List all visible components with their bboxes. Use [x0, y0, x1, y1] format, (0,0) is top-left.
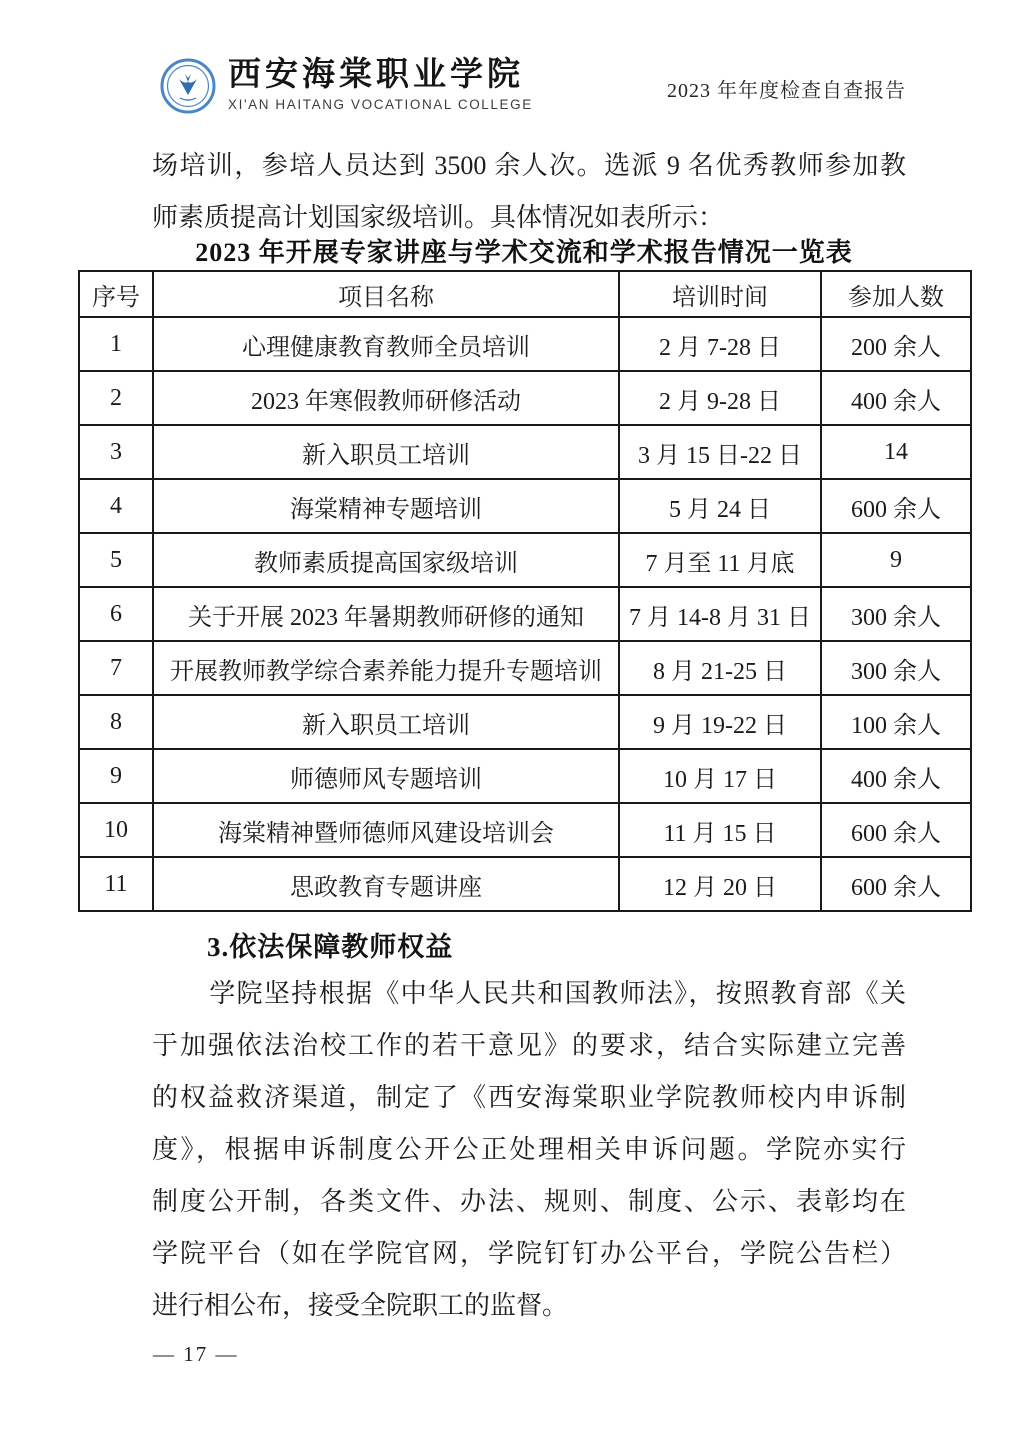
table-cell: 12 月 20 日	[619, 857, 821, 911]
table-cell: 11	[79, 857, 153, 911]
paragraph-line: 学院平台（如在学院官网，学院钉钉办公平台，学院公告栏）	[152, 1239, 906, 1268]
table-cell: 400 余人	[821, 371, 971, 425]
table-cell: 400 余人	[821, 749, 971, 803]
table-row	[79, 641, 971, 695]
table-cell: 8 月 21-25 日	[619, 641, 821, 695]
college-name-en: XI'AN HAITANG VOCATIONAL COLLEGE	[228, 97, 533, 112]
table-cell: 600 余人	[821, 857, 971, 911]
table-cell: 200 余人	[821, 317, 971, 371]
rights-paragraph	[152, 968, 906, 1332]
paragraph-line: 学院坚持根据《中华人民共和国教师法》，按照教育部《关	[209, 979, 906, 1008]
table-row	[79, 479, 971, 533]
paragraph-line: 制度公开制，各类文件、办法、规则、制度、公示、表彰均在	[152, 1187, 906, 1216]
table-cell: 1	[79, 317, 153, 371]
table-header-row	[79, 271, 971, 317]
table-title: 2023 年开展专家讲座与学术交流和学术报告情况一览表	[195, 238, 853, 267]
table-row	[79, 371, 971, 425]
table-cell: 14	[821, 425, 971, 479]
column-header: 项目名称	[153, 271, 619, 317]
table-row	[79, 587, 971, 641]
table-cell: 7 月至 11 月底	[619, 533, 821, 587]
table-row	[79, 533, 971, 587]
table-row	[79, 695, 971, 749]
paragraph-line: 场培训，参培人员达到 3500 余人次。选派 9 名优秀教师参加教	[152, 151, 906, 180]
table-cell: 海棠精神暨师德师风建设培训会	[153, 803, 619, 857]
table-row	[79, 857, 971, 911]
report-title: 2023 年年度检查自查报告	[667, 80, 906, 102]
table-cell: 海棠精神专题培训	[153, 479, 619, 533]
paragraph-line: 度》，根据申诉制度公开公正处理相关申诉问题。学院亦实行	[152, 1135, 906, 1164]
table-cell: 100 余人	[821, 695, 971, 749]
table-header	[79, 271, 971, 317]
table-cell: 关于开展 2023 年暑期教师研修的通知	[153, 587, 619, 641]
table-cell: 300 余人	[821, 587, 971, 641]
table-cell: 新入职员工培训	[153, 425, 619, 479]
table-cell: 4	[79, 479, 153, 533]
table-cell: 8	[79, 695, 153, 749]
table-cell: 300 余人	[821, 641, 971, 695]
paragraph-line: 进行相公布，接受全院职工的监督。	[152, 1291, 569, 1320]
table-cell: 9	[821, 533, 971, 587]
section-heading: 3.依法保障教师权益	[207, 932, 454, 962]
paragraph-line: 于加强依法治校工作的若干意见》的要求，结合实际建立完善	[152, 1031, 906, 1060]
college-name-zh: 西安海棠职业学院	[228, 57, 524, 93]
table-cell: 10 月 17 日	[619, 749, 821, 803]
page-number: — 17 —	[153, 1342, 239, 1366]
paragraph-line: 的权益救济渠道，制定了《西安海棠职业学院教师校内申诉制	[152, 1083, 906, 1112]
training-table	[78, 270, 972, 912]
paragraph-line: 师素质提高计划国家级培训。具体情况如表所示：	[152, 203, 725, 232]
table-cell: 2	[79, 371, 153, 425]
table-row	[79, 749, 971, 803]
table-cell: 9	[79, 749, 153, 803]
table-cell: 思政教育专题讲座	[153, 857, 619, 911]
table-body	[79, 317, 971, 911]
table-cell: 7	[79, 641, 153, 695]
table-cell: 师德师风专题培训	[153, 749, 619, 803]
table-row	[79, 317, 971, 371]
column-header: 序号	[79, 271, 153, 317]
table-cell: 2 月 9-28 日	[619, 371, 821, 425]
table-cell: 5 月 24 日	[619, 479, 821, 533]
table-cell: 开展教师教学综合素养能力提升专题培训	[153, 641, 619, 695]
table-cell: 心理健康教育教师全员培训	[153, 317, 619, 371]
college-name-block	[228, 56, 533, 112]
table-row	[79, 425, 971, 479]
table-cell: 600 余人	[821, 479, 971, 533]
table-cell: 2023 年寒假教师研修活动	[153, 371, 619, 425]
table-row	[79, 803, 971, 857]
table-cell: 2 月 7-28 日	[619, 317, 821, 371]
table-cell: 教师素质提高国家级培训	[153, 533, 619, 587]
table-cell: 3	[79, 425, 153, 479]
table-cell: 9 月 19-22 日	[619, 695, 821, 749]
column-header: 参加人数	[821, 271, 971, 317]
table-cell: 5	[79, 533, 153, 587]
intro-paragraph	[152, 140, 906, 244]
column-header: 培训时间	[619, 271, 821, 317]
table-cell: 600 余人	[821, 803, 971, 857]
table-cell: 7 月 14-8 月 31 日	[619, 587, 821, 641]
table-cell: 10	[79, 803, 153, 857]
college-logo	[160, 56, 533, 114]
table-cell: 6	[79, 587, 153, 641]
table-cell: 新入职员工培训	[153, 695, 619, 749]
college-emblem-icon	[160, 58, 216, 114]
table-cell: 3 月 15 日-22 日	[619, 425, 821, 479]
table-cell: 11 月 15 日	[619, 803, 821, 857]
